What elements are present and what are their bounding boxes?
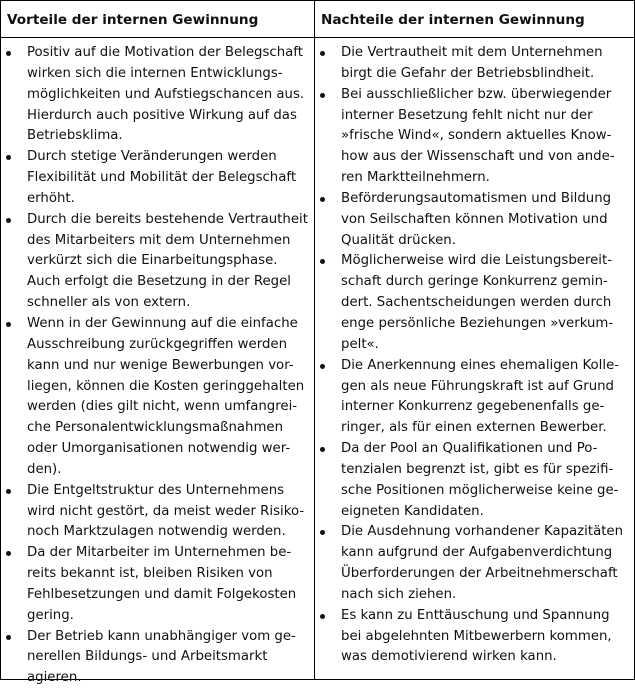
advantages-list: [1, 43, 313, 689]
advantage-item-line: agieren.: [27, 670, 82, 686]
disadvantage-item-line: eigneten Kandidaten.: [341, 503, 484, 519]
advantage-item-line: Betriebsklima.: [27, 128, 123, 144]
disadvantage-item-line: gen als neue Führungskraft ist auf Grund: [341, 378, 614, 394]
advantage-item-line: erhöht.: [27, 190, 75, 206]
advantage-item-line: reits bekannt ist, bleiben Risiken von: [27, 566, 273, 582]
disadvantage-item-line: dert. Sachentscheidungen werden durch: [341, 295, 612, 311]
advantage-item-line: che Personalentwicklungsmaßnahmen: [27, 420, 284, 436]
advantage-item-line: Durch die bereits bestehende Vertrautheit: [27, 211, 308, 227]
disadvantage-item-line: tenzialen begrenzt ist, gibt es für spezifi-: [341, 461, 614, 477]
advantage-item-line: Die Entgeltstruktur des Unternehmens: [27, 482, 285, 498]
bullet-icon: [320, 93, 325, 98]
header-advantages: Vorteile der internen Gewinnung: [7, 12, 259, 28]
advantage-item-line: nerellen Bildungs- und Arbeitsmarkt: [27, 649, 268, 665]
advantage-item-6: [1, 543, 313, 626]
bullet-icon: [6, 51, 11, 56]
disadvantage-item-line: Es kann zu Enttäuschung und Spannung: [341, 607, 610, 623]
disadvantages-list: [315, 43, 633, 668]
disadvantage-item-line: was demotivierend wirken kann.: [341, 649, 557, 665]
bullet-icon: [6, 322, 11, 327]
disadvantage-item-line: kann aufgrund der Aufgabenverdichtung: [341, 545, 613, 561]
disadvantage-item-line: schaft durch geringe Konkurrenz gemin-: [341, 274, 608, 290]
advantage-item-line: Positiv auf die Motivation der Belegschaft: [27, 45, 303, 60]
disadvantage-item-line: Beförderungsautomatismen und Bildung: [341, 190, 612, 206]
disadvantage-item-line: Überforderungen der Arbeitnehmerschaft: [341, 566, 618, 582]
disadvantage-item-line: bei abgelehnten Mitbewerbern kommen,: [341, 628, 612, 644]
bullet-icon: [320, 197, 325, 202]
disadvantage-item-line: Die Anerkennung eines ehemaligen Kolle-: [341, 357, 620, 373]
header-divider: [1, 37, 634, 38]
disadvantage-item-line: »frische Wind«, sondern aktuelles Know-: [341, 128, 612, 144]
disadvantage-item-line: Bei ausschließlicher bzw. überwiegender: [341, 86, 612, 102]
advantage-item-line: Auch erfolgt die Besetzung in der Regel: [27, 274, 291, 290]
disadvantage-item-line: interner Besetzung fehlt nicht nur der: [341, 107, 593, 123]
disadvantage-item-line: how aus der Wissenschaft und von ande-: [341, 149, 615, 165]
advantage-item-line: Flexibilität und Mobilität der Belegschaft: [27, 170, 297, 186]
advantage-item-line: Der Betrieb kann unabhängiger vom ge-: [27, 628, 296, 644]
advantage-item-line: verkürzt sich die Einarbeitungsphase.: [27, 253, 278, 269]
bullet-icon: [320, 447, 325, 452]
disadvantage-item-line: sche Positionen möglicherweise keine ge-: [341, 482, 619, 498]
disadvantage-item-line: nach sich ziehen.: [341, 586, 457, 602]
bullet-icon: [320, 259, 325, 264]
advantage-item-line: noch Marktzulagen notwendig werden.: [27, 524, 286, 540]
disadvantage-item-line: Die Ausdehnung vorhandener Kapazitäten: [341, 524, 624, 540]
advantage-item-4: [1, 314, 313, 481]
disadvantage-item-5: [315, 356, 633, 439]
advantage-item-3: [1, 210, 313, 314]
advantage-item-line: Da der Mitarbeiter im Unternehmen be-: [27, 545, 292, 561]
advantage-item-line: Fehlbesetzungen und damit Folgekosten: [27, 586, 297, 602]
advantage-item-line: möglichkeiten und Aufstiegschancen aus.: [27, 86, 305, 102]
advantage-item-line: wirken sich die internen Entwicklungs-: [27, 65, 283, 81]
disadvantage-item-4: [315, 251, 633, 355]
advantage-item-line: des Mitarbeiters mit dem Unternehmen: [27, 232, 291, 248]
advantage-item-1: [1, 43, 313, 147]
bullet-icon: [320, 614, 325, 619]
disadvantage-item-line: Qualität drücken.: [341, 232, 456, 248]
advantage-item-line: oder Umorganisationen notwendig wer-: [27, 441, 291, 457]
advantage-item-line: Hierdurch auch positive Wirkung auf das: [27, 107, 297, 123]
advantage-item-line: schneller als von extern.: [27, 295, 191, 311]
disadvantage-item-line: enge persönliche Beziehungen »verkum-: [341, 315, 614, 331]
advantage-item-line: Wenn in der Gewinnung auf die einfache: [27, 315, 298, 331]
bullet-icon: [6, 635, 11, 640]
advantage-item-line: Ausschreibung zurückgegriffen werden: [27, 336, 287, 352]
advantage-item-5: [1, 481, 313, 544]
advantage-item-line: gering.: [27, 607, 74, 623]
disadvantage-item-line: interner Konkurrenz gegebenenfalls ge-: [341, 399, 605, 415]
bullet-icon: [320, 364, 325, 369]
disadvantage-item-line: Die Vertrautheit mit dem Unternehmen: [341, 45, 603, 60]
advantage-item-2: [1, 147, 313, 210]
disadvantage-item-line: Möglicherweise wird die Leistungsbereit-: [341, 253, 613, 269]
advantage-item-line: liegen, können die Kosten geringgehalten: [27, 378, 305, 394]
disadvantage-item-3: [315, 189, 633, 252]
disadvantage-item-line: Da der Pool an Qualifikationen und Po-: [341, 441, 598, 457]
advantage-item-line: wird nicht gestört, da meist weder Risiko-: [27, 503, 305, 519]
bullet-icon: [6, 551, 11, 556]
advantage-item-line: werden (dies gilt nicht, wenn umfangrei-: [27, 399, 298, 415]
bullet-icon: [320, 51, 325, 56]
disadvantage-item-line: von Seilschaften können Motivation und: [341, 211, 608, 227]
disadvantage-item-line: ren Marktteilnehmern.: [341, 170, 490, 186]
disadvantage-item-2: [315, 85, 633, 189]
bullet-icon: [6, 489, 11, 494]
header-disadvantages: Nachteile der internen Gewinnung: [321, 12, 585, 28]
disadvantage-item-line: pelt«.: [341, 336, 379, 352]
disadvantage-item-line: birgt die Gefahr der Betriebsblindheit.: [341, 65, 595, 81]
disadvantage-item-7: [315, 522, 633, 605]
bullet-icon: [320, 530, 325, 535]
disadvantage-item-8: [315, 606, 633, 669]
bullet-icon: [6, 218, 11, 223]
advantage-item-line: kann und nur wenige Bewerbungen vor-: [27, 357, 294, 373]
advantage-item-line: den).: [27, 461, 62, 477]
bullet-icon: [6, 155, 11, 160]
disadvantage-item-line: ringer, als für einen externen Bewerber.: [341, 420, 607, 436]
disadvantage-item-1: [315, 43, 633, 85]
advantage-item-line: Durch stetige Veränderungen werden: [27, 149, 277, 165]
disadvantage-item-6: [315, 439, 633, 522]
